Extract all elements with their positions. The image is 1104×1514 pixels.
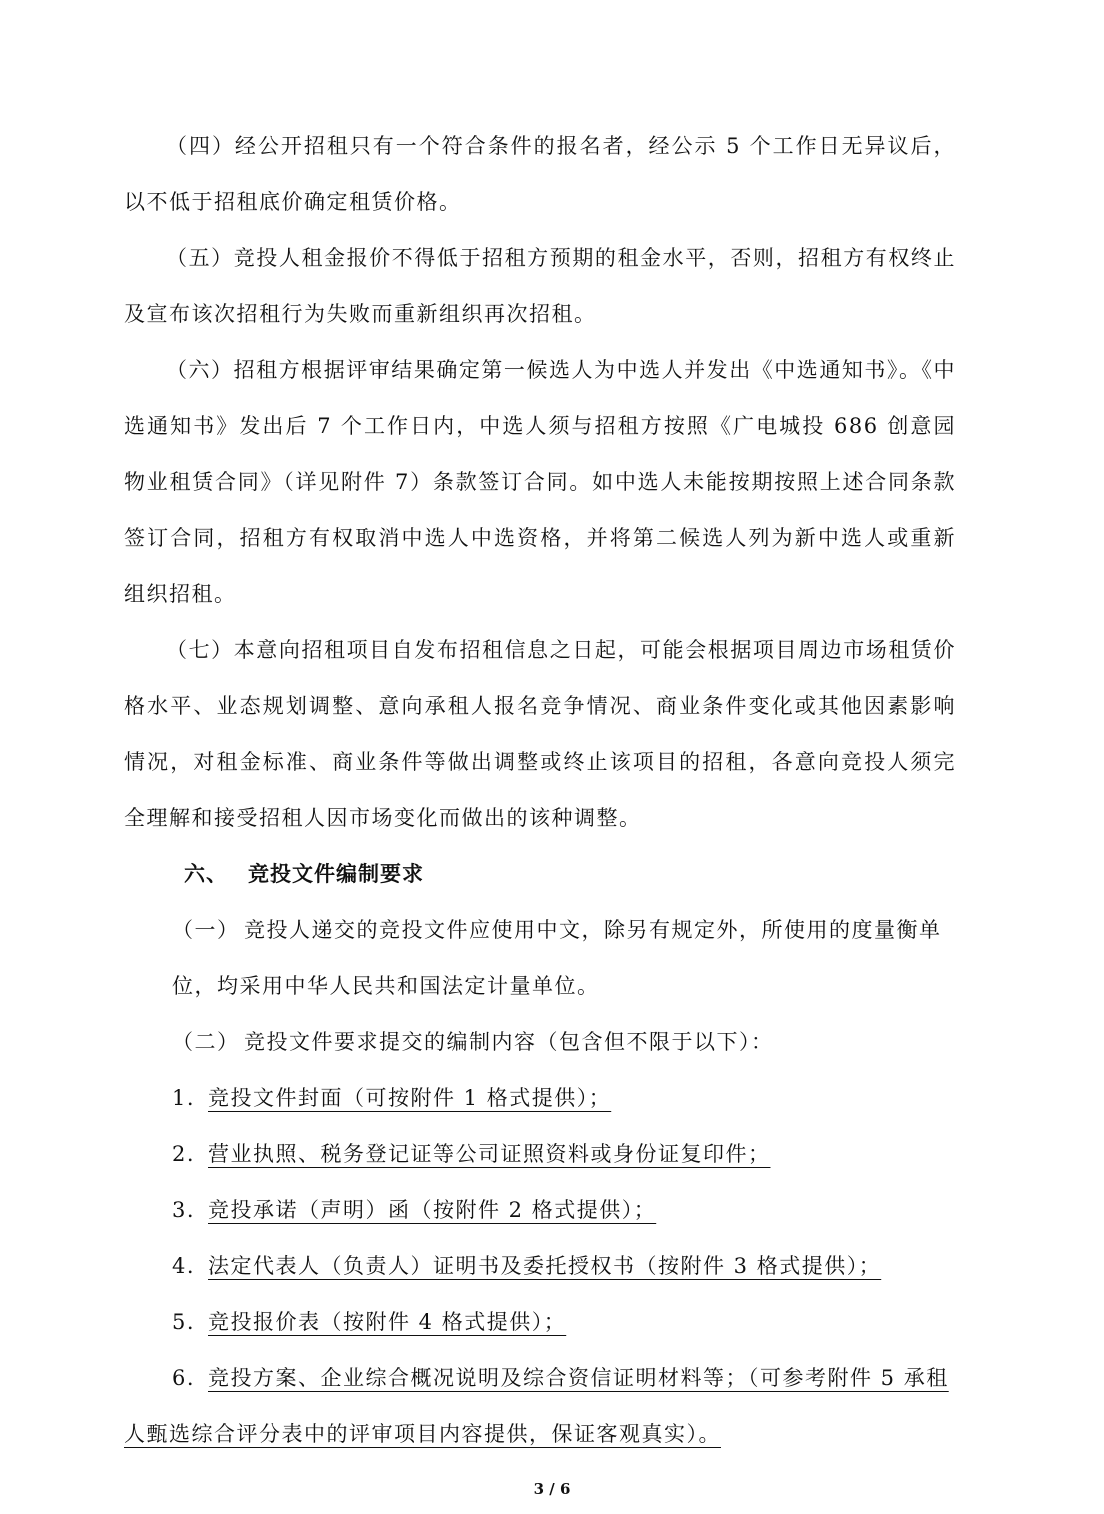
sub-item-number: （一）: [172, 918, 240, 942]
list-item-text: 竞投文件封面（可按附件 1 格式提供）；: [208, 1086, 612, 1110]
section-number: 六、: [184, 862, 228, 886]
list-item-4: [124, 1238, 956, 1294]
list-item-number: 2.: [172, 1142, 196, 1166]
section-title: 竞投文件编制要求: [248, 862, 424, 886]
list-item-5: [124, 1294, 956, 1350]
list-item-6: [124, 1350, 956, 1462]
sub-item-text: 竞投文件要求提交的编制内容（包含但不限于以下）：: [244, 1030, 774, 1054]
list-item-text: 法定代表人（负责人）证明书及委托授权书（按附件 3 格式提供）；: [208, 1254, 882, 1278]
list-item-text: 竞投承诺（声明）函（按附件 2 格式提供）；: [208, 1198, 657, 1222]
list-item-number: 6.: [172, 1366, 196, 1390]
list-item-text: 营业执照、税务登记证等公司证照资料或身份证复印件；: [208, 1142, 771, 1166]
paragraph-4: （四）经公开招租只有一个符合条件的报名者，经公示 5 个工作日无异议后，以不低于招租底价确定租赁价格。: [124, 134, 956, 214]
list-item-number: 5.: [172, 1310, 196, 1334]
list-item-number: 1.: [172, 1086, 196, 1110]
paragraph-7: （七）本意向招租项目自发布招租信息之日起，可能会根据项目周边市场租赁价格水平、业态规划调整、意向承租人报名竞争情况、商业条件变化或其他因素影响情况，对租金标准、商业条件等做出调整或终止该项目的招租，各意向竞投人须完全理解和接受招租人因市场变化而做出的该种调整。: [124, 638, 956, 830]
list-item-number: 4.: [172, 1254, 196, 1278]
document-body: [124, 118, 956, 1462]
list-item-2: [124, 1126, 956, 1182]
list-item-number: 3.: [172, 1198, 196, 1222]
sub-item-2: [124, 1014, 956, 1070]
sub-item-number: （二）: [172, 1030, 240, 1054]
list-item-3: [124, 1182, 956, 1238]
sub-item-1: [124, 902, 956, 1014]
list-item-1: [124, 1070, 956, 1126]
section-heading: [124, 846, 956, 902]
paragraph-6: （六）招租方根据评审结果确定第一候选人为中选人并发出《中选通知书》。《中选通知书》发出后 7 个工作日内，中选人须与招租方按照《广电城投 686 创意园物业租赁合同》（详见附件 7）条款签订合同。如中选人未能按期按照上述合同条款签订合同，招租方有权取消中选人中选资格，并将第二候选人列为新中选人或重新组织招租。: [124, 358, 956, 606]
paragraph-5: （五）竞投人租金报价不得低于招租方预期的租金水平，否则，招租方有权终止及宣布该次招租行为失败而重新组织再次招租。: [124, 246, 956, 326]
page-number: 3 / 6: [533, 1480, 571, 1498]
list-item-text: 竞投报价表（按附件 4 格式提供）；: [208, 1310, 567, 1334]
list-item-text: 竞投方案、企业综合概况说明及综合资信证明材料等；（可参考附件 5 承租人甄选综合评分表中的评审项目内容提供，保证客观真实）。: [124, 1366, 949, 1446]
sub-item-text: 竞投人递交的竞投文件应使用中文，除另有规定外，所使用的度量衡单位，均采用中华人民共和国法定计量单位。: [172, 918, 942, 998]
